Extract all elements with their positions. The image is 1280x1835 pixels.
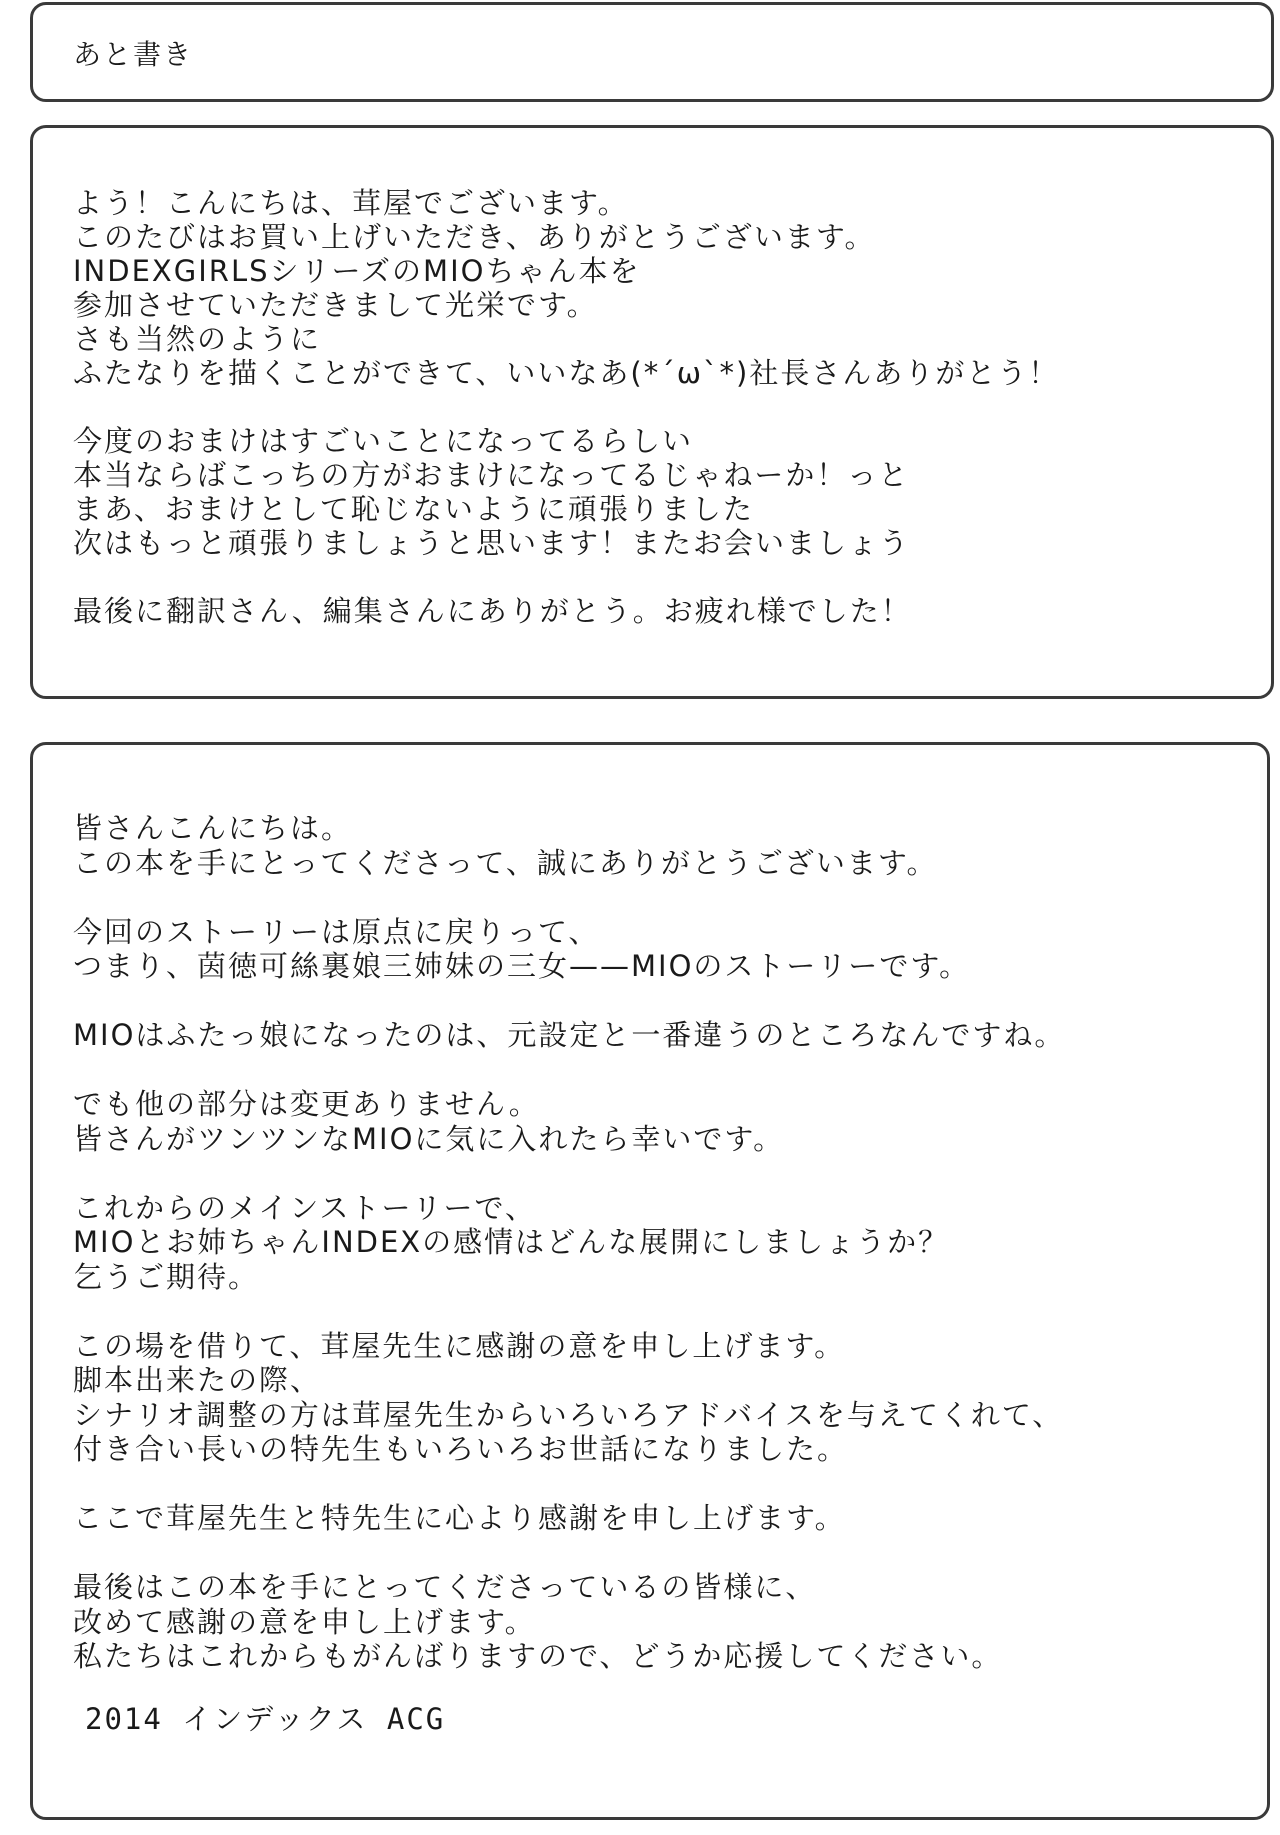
text-line: ここで茸屋先生と特先生に心より感謝を申し上げます。: [73, 1501, 846, 1535]
text-line: 私たちはこれからもがんばりますので、どうか応援してください。: [73, 1639, 1003, 1673]
text-line: 皆さんがツンツンなMIOに気に入れたら幸いです。: [73, 1121, 785, 1156]
paragraph: [73, 424, 1241, 560]
text-line: この本を手にとってくださって、誠にありがとうございます。: [73, 845, 938, 880]
text-line: 参加させていただきまして光栄です。: [73, 288, 598, 322]
text-line: つまり、茵徳可絲裏娘三姉妹の三女——MIOのストーリーです。: [73, 949, 971, 983]
text-line: 最後はこの本を手にとってくださっているの皆様に、: [73, 1570, 817, 1604]
text-line: 今回のストーリーは原点に戻りって、: [73, 914, 600, 949]
page-title: あと書き: [73, 38, 194, 71]
paragraph: [73, 1570, 1237, 1674]
text-line: MIOはふたっ娘になったのは、元設定と一番違うのところなんですね。: [73, 1018, 1066, 1052]
afterword-note-box-1: [30, 125, 1274, 699]
paragraph: [73, 1329, 1237, 1467]
text-line: 改めて感謝の意を申し上げます。: [73, 1604, 536, 1639]
text-line: このたびはお買い上げいただき、ありがとうございます。: [73, 220, 876, 254]
text-line: MIOとお姉ちゃんINDEXの感情はどんな展開にしましょうか？: [73, 1225, 950, 1259]
text-line: 脚本出来たの際、: [73, 1363, 322, 1397]
text-line: INDEXGIRLSシリーズのMIOちゃん本を: [73, 254, 641, 288]
signature: 2014 インデックス ACG: [85, 1702, 446, 1736]
text-line: 今度のおまけはすごいことになってるらしい: [73, 424, 694, 458]
afterword-note-box-2: [30, 742, 1270, 1820]
paragraph: [73, 594, 1241, 628]
afterword-note-2-text: [73, 811, 1237, 1708]
afterword-note-1-text: [73, 186, 1241, 628]
text-line: まあ、おまけとして恥じないように頑張りました: [73, 492, 754, 526]
text-line: この場を借りて、茸屋先生に感謝の意を申し上げます。: [73, 1328, 846, 1363]
text-line: 皆さんこんにちは。: [73, 811, 353, 845]
paragraph: [73, 915, 1237, 984]
text-line: 次はもっと頑張りましょうと思います！またお会いましょう: [73, 526, 911, 560]
paragraph: [73, 1501, 1237, 1536]
text-line: よう！こんにちは、茸屋でございます。: [73, 186, 629, 220]
text-line: さも当然のように: [73, 322, 322, 356]
paragraph: [73, 186, 1241, 390]
text-line: でも他の部分は変更ありません。: [73, 1087, 540, 1121]
text-line: これからのメインストーリーで、: [73, 1190, 536, 1225]
paragraph: [73, 811, 1237, 880]
text-line: 乞うご期待。: [73, 1259, 260, 1294]
title-box: [30, 2, 1274, 102]
paragraph: [73, 1087, 1237, 1156]
text-line: 最後に翻訳さん、編集さんにありがとう。お疲れ様でした！: [73, 594, 912, 628]
paragraph: [73, 1018, 1237, 1053]
text-line: 本当ならばこっちの方がおまけになってるじゃねーか！っと: [73, 458, 910, 492]
paragraph: [73, 1191, 1237, 1295]
text-line: シナリオ調整の方は茸屋先生からいろいろアドバイスを与えてくれて、: [73, 1397, 1064, 1432]
text-line: ふたなりを描くことができて、いいなあ(*´ω`*)社長さんありがとう！: [73, 356, 1060, 390]
text-line: 付き合い長いの特先生もいろいろお世話になりました。: [73, 1432, 849, 1466]
